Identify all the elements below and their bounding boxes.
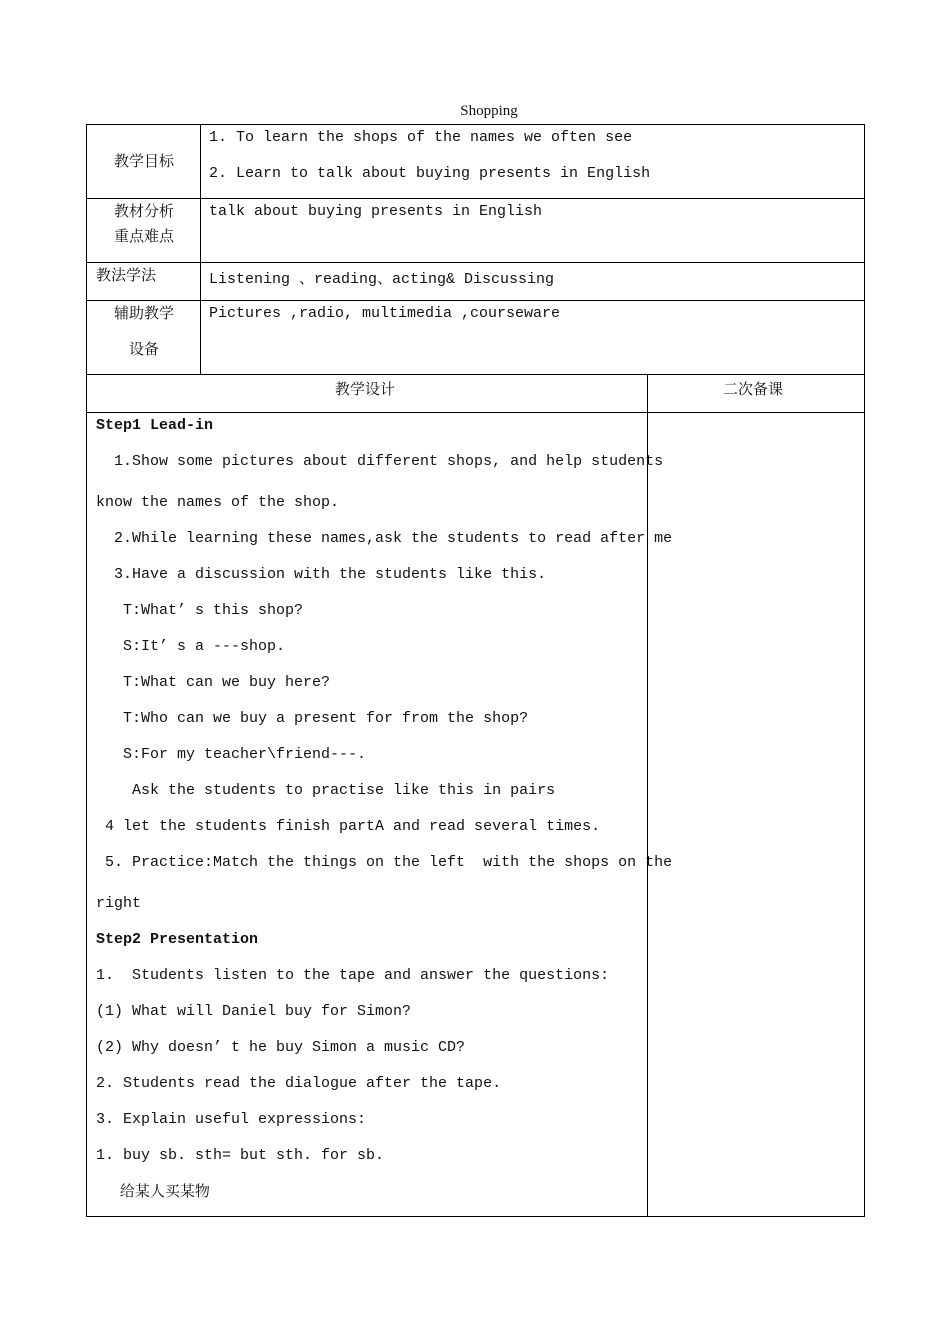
label-column-divider	[200, 124, 201, 375]
design-line: 1.Show some pictures about different shops, and help students	[96, 453, 664, 470]
analysis-content: talk about buying presents in English	[209, 203, 543, 220]
row-divider	[86, 198, 865, 199]
design-line: Ask the students to practise like this in pairs	[96, 782, 556, 799]
design-line-chinese: 给某人买某物	[96, 1182, 210, 1200]
design-line: 2. Students read the dialogue after the tape.	[96, 1075, 502, 1092]
second-prep-header: 二次备课	[723, 380, 784, 398]
design-line: T:Who can we buy a present for from the shop?	[96, 710, 529, 727]
design-line: 5. Practice:Match the things on the left with the shops on the	[96, 854, 673, 871]
objective-item-2: 2. Learn to talk about buying presents in English	[209, 165, 651, 182]
design-line: 3. Explain useful expressions:	[96, 1111, 367, 1128]
aids-label-line2: 设备	[128, 340, 159, 358]
design-line: S:For my teacher\friend---.	[96, 746, 367, 763]
aids-label-line1: 辅助教学	[113, 304, 174, 322]
aids-content: Pictures ,radio, multimedia ,courseware	[209, 305, 561, 322]
design-column-divider	[647, 374, 648, 1217]
objective-item-1: 1. To learn the shops of the names we often see	[209, 129, 633, 146]
design-line: T:What’ s this shop?	[96, 602, 304, 619]
document-title: Shopping	[460, 103, 518, 119]
step2-heading: Step2 Presentation	[96, 931, 259, 948]
methods-label: 教法学法	[96, 266, 157, 284]
objectives-label: 教学目标	[113, 152, 174, 170]
design-line: S:It’ s a ---shop.	[96, 638, 286, 655]
step1-heading: Step1 Lead-in	[96, 417, 214, 434]
row-divider	[86, 374, 865, 375]
methods-content: Listening 、reading、acting& Discussing	[209, 271, 555, 288]
design-line: (2) Why doesn’ t he buy Simon a music CD?	[96, 1039, 466, 1056]
design-line: 2.While learning these names,ask the students to read after me	[96, 530, 673, 547]
analysis-label-line1: 教材分析	[113, 202, 174, 220]
design-line: 1. buy sb. sth= but sth. for sb.	[96, 1147, 385, 1164]
row-divider	[86, 300, 865, 301]
design-line: (1) What will Daniel buy for Simon?	[96, 1003, 412, 1020]
row-divider	[86, 412, 865, 413]
design-line: 3.Have a discussion with the students like this.	[96, 566, 547, 583]
design-header: 教学设计	[335, 380, 396, 398]
design-line: 1. Students listen to the tape and answer the questions:	[96, 967, 610, 984]
design-line: know the names of the shop.	[96, 494, 340, 511]
analysis-label-line2: 重点难点	[113, 227, 174, 245]
design-line: 4 let the students finish partA and read several times.	[96, 818, 601, 835]
design-line: T:What can we buy here?	[96, 674, 331, 691]
design-line: right	[96, 895, 142, 912]
